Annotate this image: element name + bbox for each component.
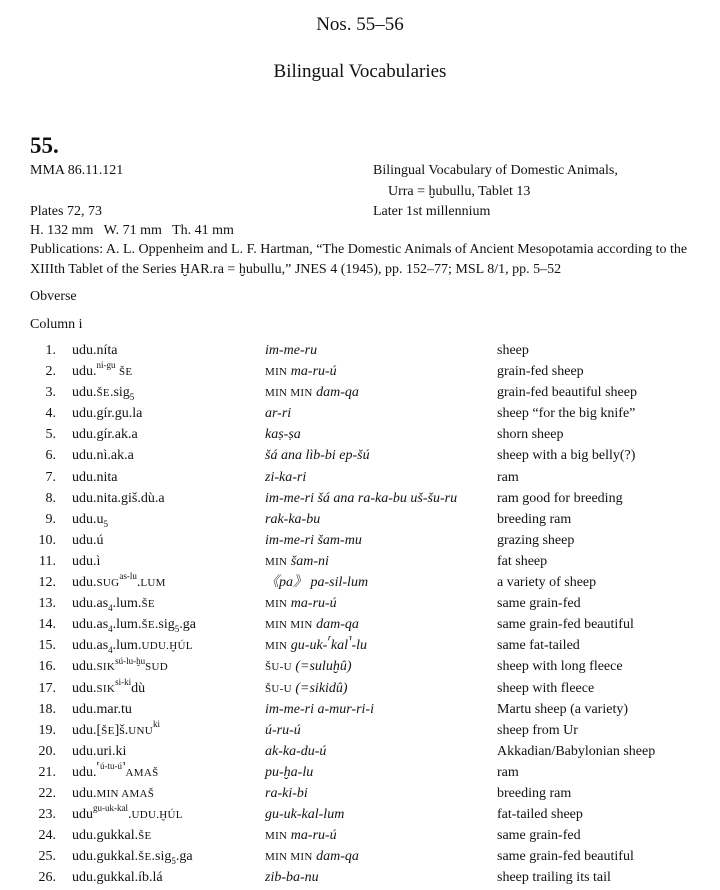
line-number: 19. xyxy=(38,722,56,738)
english-translation: sheep “for the big knife” xyxy=(497,406,636,422)
vocabulary-row xyxy=(0,532,720,553)
akkadian-term: ak-ka-du-ú xyxy=(265,743,327,759)
english-translation: ram good for breeding xyxy=(497,490,623,506)
akkadian-term: MIN gu-uk-⸢kal⸣-lu xyxy=(265,634,368,654)
line-number: 14. xyxy=(38,617,56,633)
akkadian-term: ŠU-U (=suluḫû) xyxy=(265,659,352,675)
akkadian-term: 《pa》 pa-sil-lum xyxy=(265,575,369,591)
english-translation: Akkadian/Babylonian sheep xyxy=(497,743,656,759)
akkadian-term: kaṣ-ṣa xyxy=(265,427,301,443)
line-number: 21. xyxy=(38,764,56,780)
akkadian-term: MIN šam-ni xyxy=(265,553,329,569)
english-translation: same grain-fed xyxy=(497,828,581,844)
english-translation: breeding ram xyxy=(497,785,572,801)
vocabulary-row xyxy=(0,655,720,679)
sumerian-term: udu.níta xyxy=(72,343,118,358)
akkadian-term: rak-ka-bu xyxy=(265,511,321,527)
english-translation: Martu sheep (a variety) xyxy=(497,701,628,717)
vocabulary-row xyxy=(0,803,720,827)
description-line-1: Bilingual Vocabulary of Domestic Animals, xyxy=(373,163,618,178)
vocabulary-row xyxy=(0,426,720,447)
vocabulary-row xyxy=(0,360,720,384)
vocabulary-row xyxy=(0,490,720,511)
akkadian-term: MIN MIN dam-qa xyxy=(265,849,359,865)
english-translation: sheep trailing its tail xyxy=(497,870,611,886)
akkadian-term: ra-ki-bi xyxy=(265,785,308,801)
akkadian-term: zib-ba-nu xyxy=(265,870,319,886)
line-number: 7. xyxy=(45,469,56,485)
english-translation: breeding ram xyxy=(497,511,572,527)
page-header-numbers: Nos. 55–56 xyxy=(316,14,404,35)
akkadian-term: MIN ma-ru-ú xyxy=(265,828,337,844)
sumerian-term: udu.mar.tu xyxy=(72,701,132,717)
sumerian-term: udu.uri.ki xyxy=(72,743,127,759)
line-number: 12. xyxy=(38,575,56,591)
sumerian-term: udu.nita.giš.dù.a xyxy=(72,490,165,506)
description-line-2: Urra = ḫubullu, Tablet 13 xyxy=(388,184,531,199)
line-number: 10. xyxy=(38,532,56,548)
dimensions: H. 132 mm W. 71 mm Th. 41 mm xyxy=(30,223,234,238)
line-number: 9. xyxy=(45,511,56,527)
line-number: 26. xyxy=(38,870,56,886)
museum-number: MMA 86.11.121 xyxy=(30,163,124,178)
english-translation: ram xyxy=(497,764,519,780)
akkadian-term: im-me-ru xyxy=(265,343,318,358)
line-number: 17. xyxy=(38,680,56,696)
english-translation: sheep xyxy=(497,343,529,358)
sumerian-term: $udu.[ŠE]š.UNU^{ki}$ xyxy=(72,719,160,738)
line-number: 13. xyxy=(38,596,56,612)
line-number: 2. xyxy=(45,364,56,380)
akkadian-term: pu-ḫa-lu xyxy=(265,764,314,780)
vocabulary-row xyxy=(0,384,720,405)
english-translation: same grain-fed beautiful xyxy=(497,849,634,865)
english-translation: grazing sheep xyxy=(497,532,575,548)
english-translation: a variety of sheep xyxy=(497,575,597,591)
akkadian-term: ú-ru-ú xyxy=(265,722,301,738)
sumerian-term: $udu.SUG^{as-lu}.LUM$ xyxy=(72,571,166,591)
sumerian-term: udu.ú xyxy=(72,532,104,548)
publications: Publications: A. L. Oppenheim and L. F. Hartman, “The Domestic Animals of Ancient Mesopotamia according to the XIIIth Tablet of the Series ḪAR.ra = ḫubullu,” JNES 4 (1945), pp. 152–77; MSL 8/1, pp. 5–52 xyxy=(30,242,688,277)
sumerian-term: udu.nì.ak.a xyxy=(72,448,134,464)
sumerian-term: $udu.SIK^{si-ki}dù$ xyxy=(72,676,146,696)
date: Later 1st millennium xyxy=(373,204,491,219)
sumerian-term: $udu.SIK^{sú-lu-ḫu}SUD$ xyxy=(72,655,169,675)
line-number: 11. xyxy=(39,553,56,569)
akkadian-term: im-me-ri a-mur-ri-i xyxy=(265,701,374,717)
line-number: 24. xyxy=(38,828,56,844)
entry-number: 55. xyxy=(30,133,59,158)
akkadian-term: šá ana lìb-bi ep-šú xyxy=(265,448,370,464)
vocabulary-row xyxy=(0,469,720,490)
line-number: 18. xyxy=(38,701,56,717)
vocabulary-row xyxy=(0,719,720,743)
sumerian-term: udu.$^{ni-gu}$ ŠE xyxy=(72,360,133,380)
english-translation: grain-fed beautiful sheep xyxy=(497,385,637,401)
english-translation: sheep with a big belly(?) xyxy=(497,448,636,464)
vocabulary-list xyxy=(0,342,720,890)
akkadian-term: im-me-ri šam-mu xyxy=(265,532,362,548)
sumerian-term: udu$^{gu-uk-kal}$.UDU.ḪÚL xyxy=(72,803,183,823)
line-number: 23. xyxy=(38,807,56,823)
line-number: 8. xyxy=(45,490,56,506)
sumerian-term: udu.gír.ak.a xyxy=(72,427,138,443)
vocabulary-row xyxy=(0,869,720,890)
english-translation: shorn sheep xyxy=(497,427,564,443)
line-number: 4. xyxy=(45,406,56,422)
sumerian-term: udu.nita xyxy=(72,469,118,485)
akkadian-term: ar-ri xyxy=(265,406,292,422)
english-translation: fat-tailed sheep xyxy=(497,807,583,823)
line-number: 22. xyxy=(38,785,56,801)
line-number: 6. xyxy=(45,448,56,464)
akkadian-term: im-me-ri šá ana ra-ka-bu uš-šu-ru xyxy=(265,490,458,506)
page-title: Bilingual Vocabularies xyxy=(273,61,447,82)
vocabulary-row xyxy=(0,701,720,722)
vocabulary-row xyxy=(0,848,720,869)
sumerian-term: $udu.as_4.lum.UDU.ḪÚL$ xyxy=(72,638,193,656)
sumerian-term: udu.gukkal.ŠE.sig$_5$.ga xyxy=(72,849,193,867)
sumerian-term: udu.gukkal.íb.lá xyxy=(72,870,163,886)
plates: Plates 72, 73 xyxy=(30,204,102,219)
line-number: 3. xyxy=(45,385,56,401)
section-column: Column i xyxy=(30,317,83,332)
vocabulary-row xyxy=(0,571,720,595)
line-number: 25. xyxy=(38,849,56,865)
section-obverse: Obverse xyxy=(30,289,77,304)
english-translation: sheep with fleece xyxy=(497,680,595,696)
english-translation: same grain-fed beautiful xyxy=(497,617,634,633)
vocabulary-row xyxy=(0,595,720,616)
sumerian-term: udu.$^{⸢ú-tu-ú⸣}$AMAŠ xyxy=(72,761,159,780)
sumerian-term: $udu.as_4.lum.ŠE.sig_5.ga$ xyxy=(72,617,196,635)
sumerian-term: $udu.u_5$ xyxy=(72,511,108,529)
sumerian-term: udu.gukkal.ŠE xyxy=(72,828,152,844)
english-translation: ram xyxy=(497,469,519,485)
sumerian-term: udu.gír.gu.la xyxy=(72,406,143,422)
vocabulary-row xyxy=(0,616,720,637)
akkadian-term: MIN MIN dam-qa xyxy=(265,617,359,633)
sumerian-term: udu.ŠE.sig$_5$ xyxy=(72,385,135,402)
english-translation: sheep from Ur xyxy=(497,722,578,738)
entry-description xyxy=(373,162,618,200)
line-number: 15. xyxy=(38,638,56,654)
vocabulary-row xyxy=(0,676,720,701)
akkadian-term: ŠU-U (=sikidû) xyxy=(265,680,348,696)
vocabulary-row xyxy=(0,761,720,785)
akkadian-term: MIN ma-ru-ú xyxy=(265,364,337,380)
english-translation: sheep with long fleece xyxy=(497,659,623,675)
sumerian-term: $udu.as_4.lum.ŠE$ xyxy=(72,596,155,613)
vocabulary-row xyxy=(0,405,720,426)
line-number: 1. xyxy=(45,343,56,358)
vocabulary-row xyxy=(0,634,720,658)
vocabulary-row xyxy=(0,511,720,532)
line-number: 16. xyxy=(38,659,56,675)
akkadian-term: zi-ka-ri xyxy=(265,469,307,485)
english-translation: grain-fed sheep xyxy=(497,364,584,380)
line-number: 5. xyxy=(45,427,56,443)
vocabulary-row xyxy=(0,827,720,848)
english-translation: same grain-fed xyxy=(497,596,581,612)
sumerian-term: udu.MIN AMAŠ xyxy=(72,785,155,801)
sumerian-term: udu.ì xyxy=(72,553,101,569)
akkadian-term: MIN MIN dam-qa xyxy=(265,385,359,401)
english-translation: fat sheep xyxy=(497,553,548,569)
akkadian-term: MIN ma-ru-ú xyxy=(265,596,337,612)
line-number: 20. xyxy=(38,743,56,759)
akkadian-term: gu-uk-kal-lum xyxy=(265,807,345,823)
english-translation: same fat-tailed xyxy=(497,638,580,654)
vocabulary-row xyxy=(0,447,720,468)
vocabulary-row xyxy=(0,553,720,574)
